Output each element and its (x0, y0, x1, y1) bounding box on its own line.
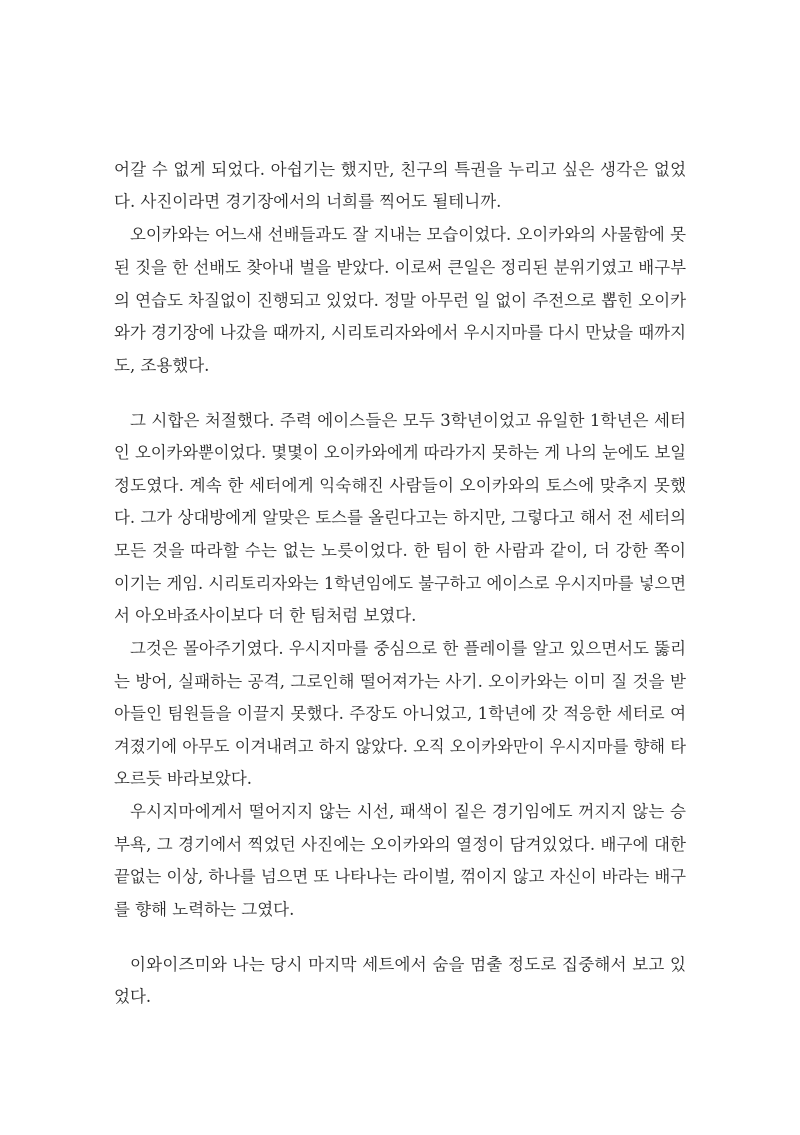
text-line: 그 시합은 처절했다. 주력 에이스들은 모두 3학년이었고 유일한 1학년은 세터 (130, 411, 687, 430)
text-line: 된 짓을 한 선배도 찾아내 벌을 받았다. 이로써 큰일은 정리된 분위기였고 배구부 (114, 258, 687, 277)
text-line: 인 오이카와뿐이었다. 몇몇이 오이카와에게 따라가지 못하는 게 나의 눈에도 보일 (114, 443, 687, 462)
text-line: 아들인 팀원들을 이끌지 못했다. 주장도 아니었고, 1학년에 갓 적응한 세터로 여 (114, 704, 687, 723)
text-line: 를 향해 노력하는 그였다. (114, 900, 295, 919)
text-line: 었다. (114, 987, 152, 1006)
text-line: 끝없는 이상, 하나를 넘으면 또 나타나는 라이벌, 꺾이지 않고 자신이 바라는 배구 (114, 867, 686, 886)
text-line: 오르듯 바라보았다. (114, 769, 253, 788)
text-line: 와가 경기장에 나갔을 때까지, 시리토리자와에서 우시지마를 다시 만났을 때까지 (114, 323, 686, 342)
text-line: 다. 사진이라면 경기장에서의 너희를 찍어도 될테니까. (114, 192, 502, 211)
text-line: 는 방어, 실패하는 공격, 그로인해 떨어져가는 사기. 오이카와는 이미 질 것을 받 (114, 672, 687, 691)
text-line: 오이카와는 어느새 선배들과도 잘 지내는 모습이었다. 오이카와의 사물함에 못 (130, 225, 686, 244)
text-line: 도, 조용했다. (114, 356, 210, 375)
text-line: 이기는 게임. 시리토리자와는 1학년임에도 불구하고 에이스로 우시지마를 넣으면 (114, 574, 686, 593)
text-line: 이와이즈미와 나는 당시 마지막 세트에서 숨을 멈출 정도로 집중해서 보고 있 (130, 955, 687, 974)
text-line: 어갈 수 없게 되었다. 아쉽기는 했지만, 친구의 특권을 누리고 싶은 생각은 없었 (114, 160, 687, 179)
text-line: 부욕, 그 경기에서 찍었던 사진에는 오이카와의 열정이 담겨있었다. 배구에 대한 (114, 835, 687, 854)
text-line: 다. 그가 상대방에게 알맞은 토스를 올린다고는 하지만, 그렇다고 해서 전 세터의 (114, 508, 687, 527)
text-line: 의 연습도 차질없이 진행되고 있었다. 정말 아무런 일 없이 주전으로 뽑힌 오이카 (114, 291, 687, 310)
text-line: 우시지마에게서 떨어지지 않는 시선, 패색이 짙은 경기임에도 꺼지지 않는 승 (130, 802, 687, 821)
text-line: 그것은 몰아주기였다. 우시지마를 중심으로 한 플레이를 알고 있으면서도 뚫리 (130, 639, 686, 658)
text-line: 서 아오바죠사이보다 더 한 팀처럼 보였다. (114, 606, 417, 625)
text-line: 정도였다. 계속 한 세터에게 익숙해진 사람들이 오이카와의 토스에 맞추지 못했 (114, 476, 687, 495)
text-line: 겨졌기에 아무도 이겨내려고 하지 않았다. 오직 오이카와만이 우시지마를 향해 타 (114, 737, 687, 756)
text-line: 모든 것을 따라할 수는 없는 노릇이었다. 한 팀이 한 사람과 같이, 더 강한 쪽이 (114, 541, 687, 560)
